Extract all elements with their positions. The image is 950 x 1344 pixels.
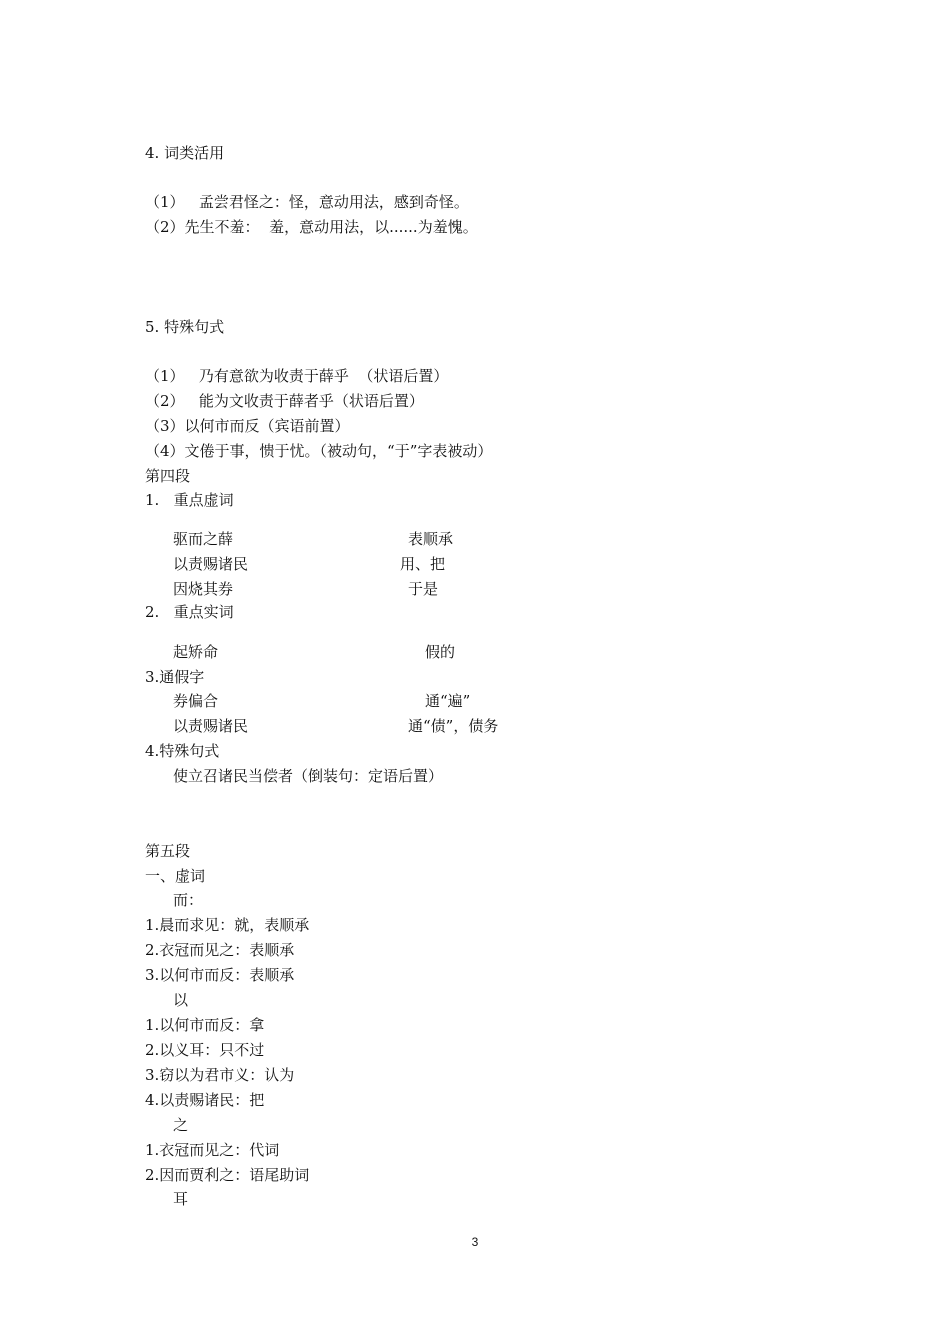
section-5-item-2: （2） 能为文收责于薛者乎（状语后置） [145, 392, 424, 410]
xuci-er-particle-label: 耳 [173, 1190, 189, 1208]
xuci-zhi-label: 之 [173, 1116, 189, 1134]
p4-heading-xuci: 1. 重点虚词 [145, 491, 234, 509]
p4-heading-tongjia: 3.通假字 [145, 668, 205, 686]
section-5-item-4: （4）文倦于事，愦于忧。（被动句，“于”字表被动） [145, 442, 493, 460]
page-number: 3 [471, 1235, 479, 1249]
zhi-item: 1.衣冠而见之：代词 [145, 1141, 280, 1159]
yi-item: 2.以义耳：只不过 [145, 1041, 265, 1059]
shici-meaning: 假的 [425, 643, 456, 661]
zhi-item: 2.因而贾利之：语尾助词 [145, 1166, 310, 1184]
xuci-yi-label: 以 [173, 991, 189, 1009]
section-4-item-2: （2）先生不羞： 羞，意动用法，以......为羞愧。 [145, 218, 478, 236]
p4-heading-teshu: 4.特殊句式 [145, 742, 220, 760]
section-4-item-1: （1） 孟尝君怪之：怪，意动用法，感到奇怪。 [145, 193, 469, 211]
er-item: 2.衣冠而见之：表顺承 [145, 941, 295, 959]
xuci-word: 驱而之薛 [173, 530, 234, 548]
shici-word: 起矫命 [173, 643, 219, 661]
p5-subheading: 一、虚词 [145, 867, 206, 885]
section-5-item-1: （1） 乃有意欲为收责于薛乎 （状语后置） [145, 367, 449, 385]
tongjia-meaning: 通“债”，债务 [408, 717, 499, 735]
yi-item: 1.以何市而反：拿 [145, 1016, 265, 1034]
paragraph-5-title: 第五段 [145, 842, 191, 860]
xuci-meaning: 用、把 [400, 555, 446, 573]
er-item: 3.以何市而反：表顺承 [145, 966, 295, 984]
section-5-item-3: （3）以何市而反（宾语前置） [145, 417, 350, 435]
yi-item: 3.窃以为君市义：认为 [145, 1066, 295, 1084]
tongjia-word: 券偏合 [173, 692, 219, 710]
er-item: 1.晨而求见：就，表顺承 [145, 916, 310, 934]
tongjia-meaning: 通“遍” [425, 692, 471, 710]
xuci-er-label: 而： [173, 891, 204, 909]
xuci-word: 以责赐诸民 [173, 555, 249, 573]
xuci-word: 因烧其券 [173, 580, 234, 598]
section-5-heading: 5. 特殊句式 [145, 318, 225, 336]
yi-item: 4.以责赐诸民：把 [145, 1091, 265, 1109]
p4-heading-shici: 2. 重点实词 [145, 603, 234, 621]
xuci-meaning: 于是 [408, 580, 439, 598]
tongjia-word: 以责赐诸民 [173, 717, 249, 735]
section-4-heading: 4. 词类活用 [145, 144, 225, 162]
paragraph-4-title: 第四段 [145, 467, 191, 485]
xuci-meaning: 表顺承 [408, 530, 454, 548]
teshu-sentence: 使立召诸民当偿者（倒装句：定语后置） [173, 767, 444, 785]
